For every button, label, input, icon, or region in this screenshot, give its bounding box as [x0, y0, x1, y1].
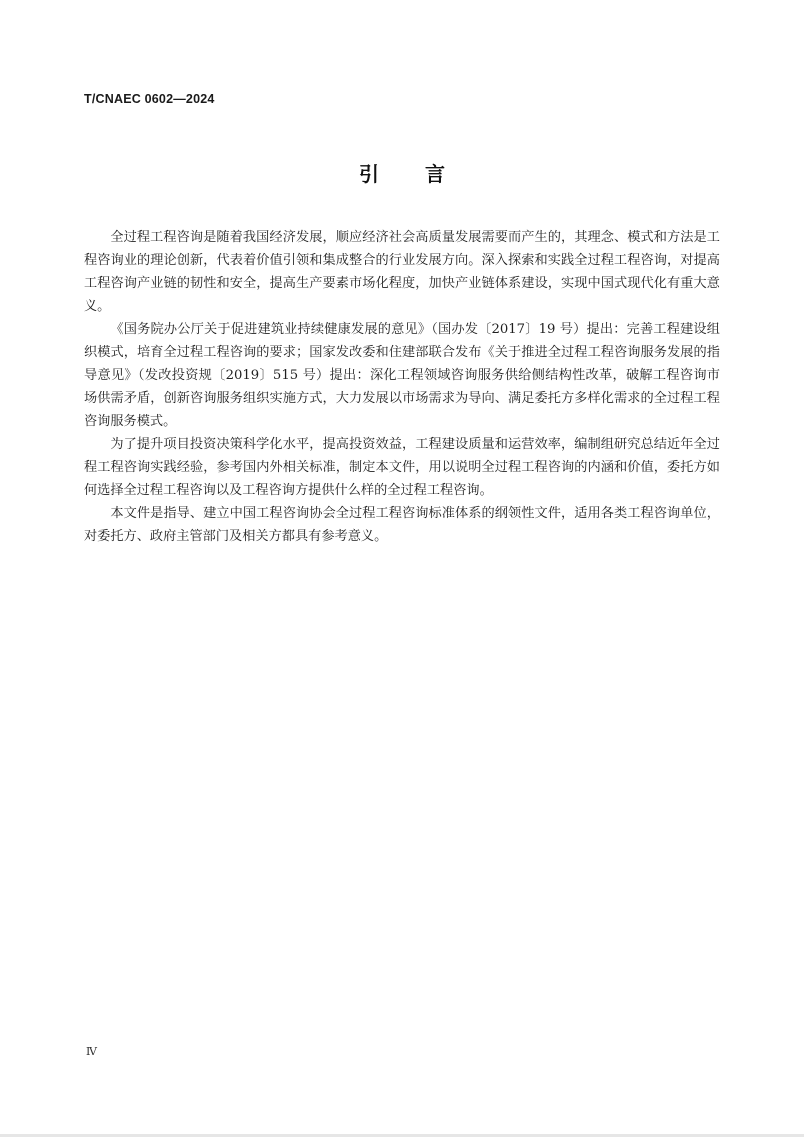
- section-title: 引言: [359, 162, 491, 186]
- page-number: Ⅳ: [86, 1045, 97, 1058]
- standard-code: T/CNAEC 0602—2024: [84, 92, 215, 106]
- paragraph: 为了提升项目投资决策科学化水平，提高投资效益，工程建设质量和运营效率，编制组研究总结近年全过程工程咨询实践经验，参考国内外相关标准，制定本文件，用以说明全过程工程咨询的内涵和价值，委托方如何选择全过程工程咨询以及工程咨询方提供什么样的全过程工程咨询。: [84, 437, 720, 498]
- paragraph: 本文件是指导、建立中国工程咨询协会全过程工程咨询标准体系的纲领性文件，适用各类工程咨询单位，对委托方、政府主管部门及相关方都具有参考意义。: [84, 506, 720, 544]
- paragraph: 全过程工程咨询是随着我国经济发展，顺应经济社会高质量发展需要而产生的，其理念、模式和方法是工程咨询业的理论创新，代表着价值引领和集成整合的行业发展方向。深入探索和实践全过程工程咨询，对提高工程咨询产业链的韧性和安全，提高生产要素市场化程度，加快产业链体系建设，实现中国式现代化有重大意义。: [84, 230, 720, 314]
- paragraph: 《国务院办公厅关于促进建筑业持续健康发展的意见》（国办发〔2017〕19 号）提出：完善工程建设组织模式，培育全过程工程咨询的要求；国家发改委和住建部联合发布《关于推进全过程工程咨询服务发展的指导意见》（发改投资规〔2019〕515 号）提出：深化工程领域咨询服务供给侧结构性改革，破解工程咨询市场供需矛盾，创新咨询服务组织实施方式，大力发展以市场需求为导向、满足委托方多样化需求的全过程工程咨询服务模式。: [84, 322, 720, 429]
- body-text: [84, 226, 720, 548]
